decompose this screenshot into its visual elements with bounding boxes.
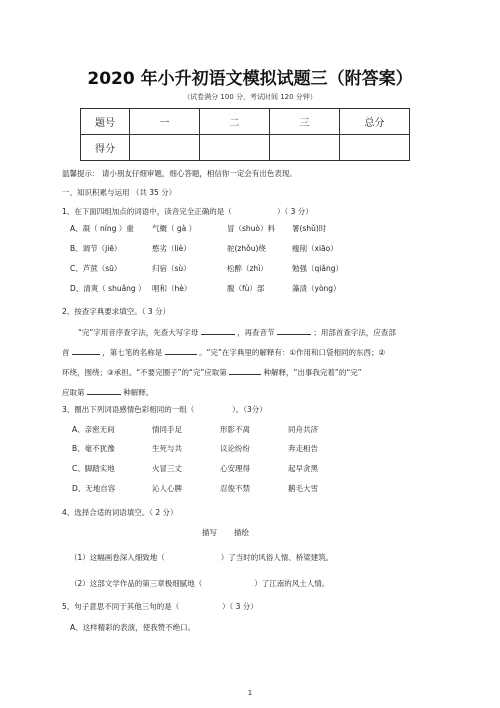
q2-text: 种解释。 [123, 388, 154, 397]
exam-info: （试卷满分 100 分，考试时间 120 分钟） [183, 93, 317, 101]
page-number: 1 [247, 689, 253, 697]
q1-option: 冒（shuò）料 [227, 224, 276, 233]
q4-text: ）了当时的风俗人情、桥梁建筑。 [220, 553, 334, 562]
header-cell: 一 [130, 109, 200, 135]
q2-line-3 [62, 366, 362, 378]
row-label: 得分 [81, 135, 130, 161]
q3-option: C、脚踏实地 [72, 464, 115, 473]
page-title: 2020 年小升初语文模拟试题三（附答案） [87, 69, 413, 89]
q2-text: 环绕，围绕；③承担。“不要完圈子”的“完”应取第 [62, 368, 227, 377]
q4-item-1 [70, 552, 333, 563]
q1-option: 气概（ gà ） [152, 224, 197, 233]
q1-option: 归宿（sù） [152, 264, 191, 273]
q1-option: 唱和（hè） [152, 284, 192, 293]
q2-line-4 [62, 386, 153, 398]
q3-option: 议论纷纷 [220, 444, 250, 453]
score-table-score-row [81, 135, 410, 161]
q3-option: 奔走相告 [288, 444, 318, 453]
q1-option: A、凝（ níng ）重 [70, 224, 134, 233]
section-heading: 一、知识积累与运用 （共 35 分） [62, 188, 177, 197]
word-option: 描写 [202, 528, 217, 537]
question-3-score: ）。（3分） [232, 405, 267, 414]
header-cell: 总分 [340, 109, 410, 135]
question-5-score: ）（ 3 分） [222, 602, 258, 611]
answer-blank[interactable] [87, 386, 121, 395]
q3-option: A、亲密无间 [72, 425, 115, 434]
q3-option: 心安理得 [220, 464, 250, 473]
q5-option-a: A、这样精彩的表演，使我赞不绝口。 [70, 623, 196, 632]
score-cell[interactable] [270, 135, 340, 161]
q1-option: 署(shǔ)时 [292, 224, 327, 233]
q4-text: （2）这部文学作品的第三章极细腻地（ [70, 579, 203, 588]
q2-text: 种解释，“出事我完着”的“完” [263, 368, 362, 377]
score-cell[interactable] [130, 135, 200, 161]
q3-option: 沁人心脾 [152, 484, 182, 493]
header-cell: 三 [270, 109, 340, 135]
q3-option: 起早贪黑 [288, 464, 318, 473]
answer-blank[interactable] [201, 326, 235, 335]
q3-option: 生死与共 [152, 444, 182, 453]
q1-option: B、调节（jiē） [70, 244, 122, 253]
q4-item-2 [70, 578, 329, 589]
q2-text: ；用部首查字法，应查部 [313, 328, 396, 337]
q3-option: D、无地自容 [72, 484, 116, 493]
answer-blank[interactable] [229, 366, 261, 375]
q3-option: 忍俊不禁 [220, 484, 250, 493]
q1-option: 憨劣（liè） [152, 244, 191, 253]
q1-option: 松醉（zhì） [227, 264, 268, 273]
q3-option: B、毫不犹豫 [72, 444, 115, 453]
q2-text: 首 [62, 348, 70, 357]
question-1-stem: 1、在下面四组加点的词语中，读音完全正确的是（ [62, 207, 232, 216]
question-1-score: ）（ 3 分） [277, 207, 313, 216]
q3-option: 火冒三丈 [152, 464, 182, 473]
q2-text: ，第七笔的名称是 [102, 348, 163, 357]
q1-option: C、芦蔗（sū） [70, 264, 122, 273]
answer-blank[interactable] [277, 326, 311, 335]
word-option: 描绘 [234, 528, 249, 537]
q1-option: 腹（fù）部 [227, 284, 265, 293]
q1-option: 瘦削（xiāo） [292, 244, 338, 253]
q4-text: ）了江南的风土人情。 [254, 579, 330, 588]
answer-blank[interactable] [165, 346, 197, 355]
score-table-header-row [81, 109, 410, 135]
tip-text: 温馨提示： 请小朋友仔细审题，细心答题，相信你一定会有出色表现。 [62, 169, 297, 178]
q3-option: 形影不离 [220, 425, 250, 434]
score-cell[interactable] [200, 135, 270, 161]
question-5-stem: 5、句子意思不同于其他三句的是（ [62, 602, 180, 611]
score-cell[interactable] [340, 135, 410, 161]
q3-option: 情同手足 [152, 425, 182, 434]
score-table [80, 108, 410, 161]
q2-text: 应取第 [62, 388, 85, 397]
q2-line-1 [78, 326, 396, 338]
q3-option: 同舟共济 [288, 425, 318, 434]
q2-text: ，再查音节 [237, 328, 275, 337]
q1-option: 藻渍（yòng） [292, 284, 341, 293]
answer-blank[interactable] [72, 346, 100, 355]
question-3-stem: 3、圈出下列词语感情色彩相同的一组（ [62, 405, 195, 414]
q1-option: D、清爽（ shuǎng ） [70, 284, 146, 293]
q3-option: 鹅毛大雪 [288, 484, 318, 493]
header-cell: 二 [200, 109, 270, 135]
header-cell: 题号 [81, 109, 130, 135]
q1-option: 勉强（qiǎng） [292, 264, 343, 273]
question-4-stem: 4、选择合适的词语填空。（ 2 分） [62, 508, 178, 517]
q1-option: 驼(zhǒu)绕 [227, 244, 266, 253]
q2-line-2 [62, 346, 385, 358]
q2-text: “完”字用音序查字法，先查大写字母 [78, 328, 199, 337]
q4-text: （1）这幅画卷深入细致地（ [70, 553, 165, 562]
question-2-stem: 2、按查字典要求填空。（ 3 分） [62, 307, 171, 316]
q2-text: 。“完”在字典里的解释有：①作用和口袋相同的东西；② [199, 348, 386, 357]
